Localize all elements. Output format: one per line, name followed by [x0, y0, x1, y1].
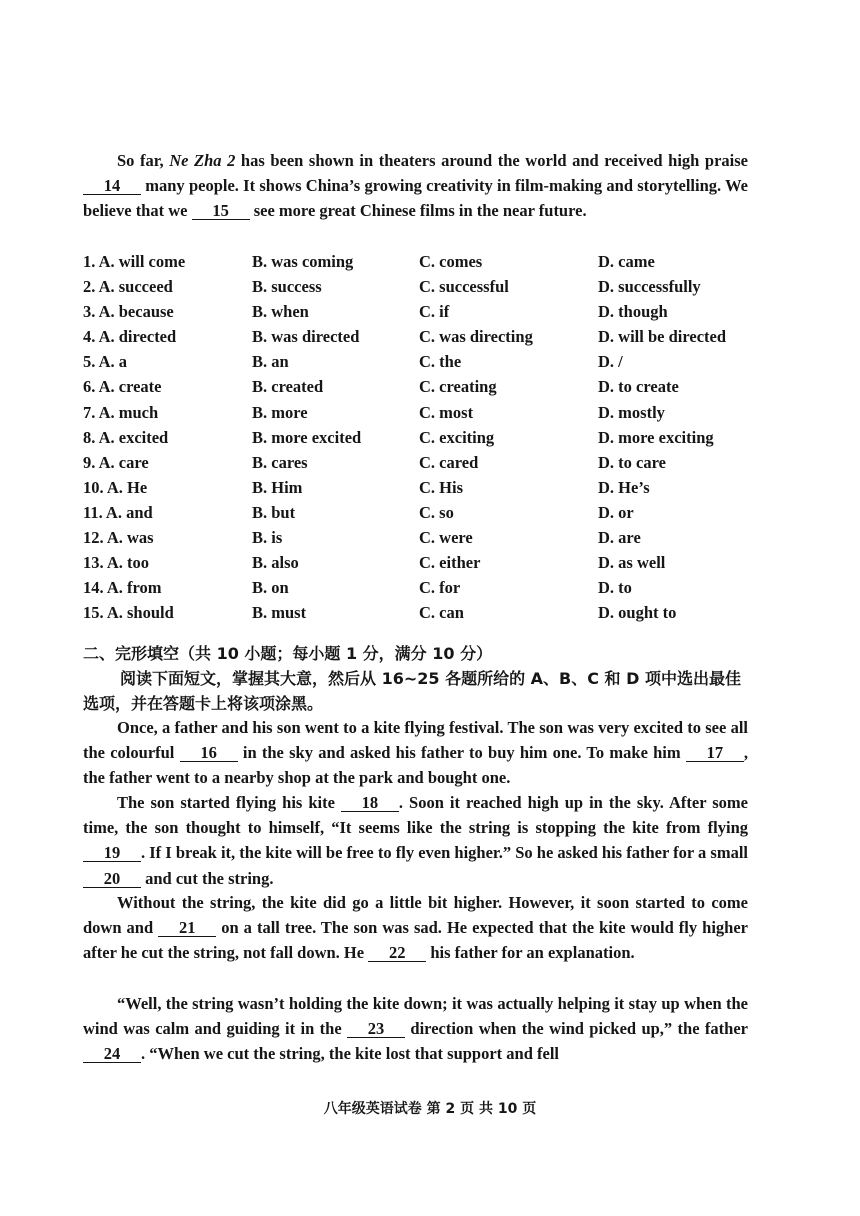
option-a: 10. A. He — [83, 477, 148, 497]
text: on a tall tree. The son was sad. He expected that the kite would fly higher after he cut the string, not fall down. He — [83, 918, 748, 963]
option-d: D. to care — [598, 452, 666, 472]
choice-row — [83, 553, 763, 578]
page-footer: 八年级英语试卷 第 2 页 共 10 页 — [323, 1101, 537, 1117]
option-c: C. exciting — [419, 427, 495, 447]
option-d: D. came — [598, 252, 655, 271]
story-paragraph-2 — [83, 790, 748, 891]
option-a: 1. A. will come — [83, 252, 186, 271]
blank-22: 22 — [368, 944, 426, 962]
option-a: 4. A. directed — [83, 327, 177, 347]
choice-row — [83, 277, 763, 302]
story-paragraph-4 — [83, 991, 748, 1067]
option-a: 5. A. a — [83, 352, 128, 372]
option-c: C. were — [419, 528, 473, 548]
option-c: C. for — [419, 578, 461, 598]
option-b: B. when — [252, 302, 309, 322]
choice-row — [83, 252, 763, 277]
text: in the sky and asked his father to buy him one. To make him — [237, 743, 686, 763]
option-b: B. Him — [252, 477, 303, 497]
option-c: C. cared — [419, 452, 479, 472]
text: . “When we cut the string, the kite lost that support and fell — [141, 1044, 560, 1064]
choice-row — [83, 528, 763, 553]
blank-21: 21 — [158, 919, 216, 937]
option-a: 8. A. excited — [83, 427, 169, 447]
option-d: D. will be directed — [598, 327, 727, 347]
option-d: D. to create — [598, 377, 679, 397]
option-c: C. so — [419, 502, 454, 522]
text: “Well, the string wasn’t holding the kite down; it was actually helping it stay up when the wind was calm and guiding it in the — [83, 994, 748, 1039]
option-a: 15. A. should — [83, 603, 174, 623]
story-paragraph-3 — [83, 890, 748, 966]
text: has been shown in theaters around the world and received high praise — [235, 151, 748, 170]
option-b: B. on — [252, 578, 289, 598]
choice-row — [83, 453, 763, 478]
blank-23: 23 — [347, 1020, 405, 1038]
text: . Soon it reached high up in the sky. After some time, the son thought to himself, “It seems like the string is stopping the kite from flying — [83, 793, 748, 838]
option-a: 3. A. because — [83, 302, 174, 322]
option-b: B. more excited — [252, 427, 362, 447]
choice-row — [83, 578, 763, 603]
option-d: D. as well — [598, 553, 666, 573]
option-c: C. can — [419, 603, 464, 623]
option-b: B. cares — [252, 452, 308, 472]
option-d: D. mostly — [598, 402, 665, 422]
blank-19: 19 — [83, 844, 141, 862]
option-b: B. was directed — [252, 327, 360, 347]
option-d: D. though — [598, 302, 668, 322]
option-b: B. must — [252, 603, 307, 623]
section-title: 二、完形填空（共 10 小题；每小题 1 分，满分 10 分） — [83, 644, 493, 663]
option-a: 11. A. and — [83, 502, 153, 522]
option-b: B. is — [252, 528, 283, 548]
option-d: D. He’s — [598, 477, 650, 497]
option-d: D. are — [598, 528, 641, 548]
text: . If I break it, the kite will be free to fly even higher.” So he asked his father for a small — [141, 843, 748, 863]
option-b: B. success — [252, 277, 322, 297]
option-a: 2. A. succeed — [83, 277, 173, 297]
option-d: D. more exciting — [598, 427, 714, 447]
option-c: C. the — [419, 352, 462, 372]
text: Without the string, the kite did go a little bit higher. However, it soon started to come down and — [83, 893, 748, 938]
section-instruction — [83, 666, 748, 716]
option-a: 9. A. care — [83, 452, 149, 472]
choice-row — [83, 428, 763, 453]
choice-row — [83, 377, 763, 402]
option-c: C. creating — [419, 377, 497, 397]
blank-24: 24 — [83, 1045, 141, 1063]
blank-20: 20 — [83, 870, 141, 888]
option-c: C. if — [419, 302, 450, 322]
option-a: 13. A. too — [83, 553, 149, 573]
option-a: 6. A. create — [83, 377, 162, 397]
choice-row — [83, 478, 763, 503]
option-b: B. but — [252, 502, 296, 522]
option-a: 12. A. was — [83, 528, 154, 548]
option-a: 7. A. much — [83, 402, 159, 422]
choice-row — [83, 603, 763, 628]
text: and cut the string. — [141, 868, 274, 888]
text: The son started flying his kite — [117, 793, 341, 812]
option-d: D. to — [598, 578, 632, 598]
option-c: C. most — [419, 402, 474, 422]
option-c: C. was directing — [419, 327, 533, 347]
text: his father for an explanation. — [426, 943, 635, 963]
text: direction when the wind picked up,” the father — [405, 1019, 748, 1039]
blank-18: 18 — [341, 794, 399, 812]
option-b: B. also — [252, 553, 299, 573]
blank-16: 16 — [180, 744, 238, 762]
option-c: C. either — [419, 553, 481, 573]
choice-row — [83, 327, 763, 352]
choice-row — [83, 352, 763, 377]
option-c: C. His — [419, 477, 464, 497]
blank-15: 15 — [192, 202, 250, 220]
text: Once, a father and his son went to a kite flying festival. The son was very excited to see all the colourful — [83, 718, 748, 763]
passage-ending — [83, 148, 748, 224]
option-d: D. / — [598, 352, 623, 372]
option-d: D. ought to — [598, 603, 677, 623]
blank-14: 14 — [83, 177, 141, 195]
option-d: D. or — [598, 502, 634, 522]
option-b: B. an — [252, 352, 289, 372]
option-d: D. successfully — [598, 277, 701, 297]
blank-17: 17 — [686, 744, 744, 762]
choice-row — [83, 403, 763, 428]
option-b: B. was coming — [252, 252, 354, 271]
choice-row — [83, 302, 763, 327]
instruction-text: 阅读下面短文，掌握其大意，然后从 16~25 各题所给的 A、B、C 和 D 项中选出最佳选项，并在答题卡上将该项涂黑。 — [83, 669, 741, 713]
text: So far, — [117, 151, 170, 170]
option-c: C. comes — [419, 252, 483, 271]
option-b: B. more — [252, 402, 308, 422]
option-c: C. successful — [419, 277, 509, 297]
option-b: B. created — [252, 377, 324, 397]
answer-choices — [83, 252, 763, 628]
story-paragraph-1 — [83, 715, 748, 791]
film-title: Ne Zha 2 — [169, 151, 236, 170]
text: , the father went to a nearby shop at the park and bought one. — [83, 743, 748, 788]
text: see more great Chinese films in the near future. — [249, 201, 587, 221]
choice-row — [83, 503, 763, 528]
text: many people. It shows China’s growing creativity in film-making and storytelling. We believe that we — [83, 176, 748, 221]
option-a: 14. A. from — [83, 578, 162, 598]
